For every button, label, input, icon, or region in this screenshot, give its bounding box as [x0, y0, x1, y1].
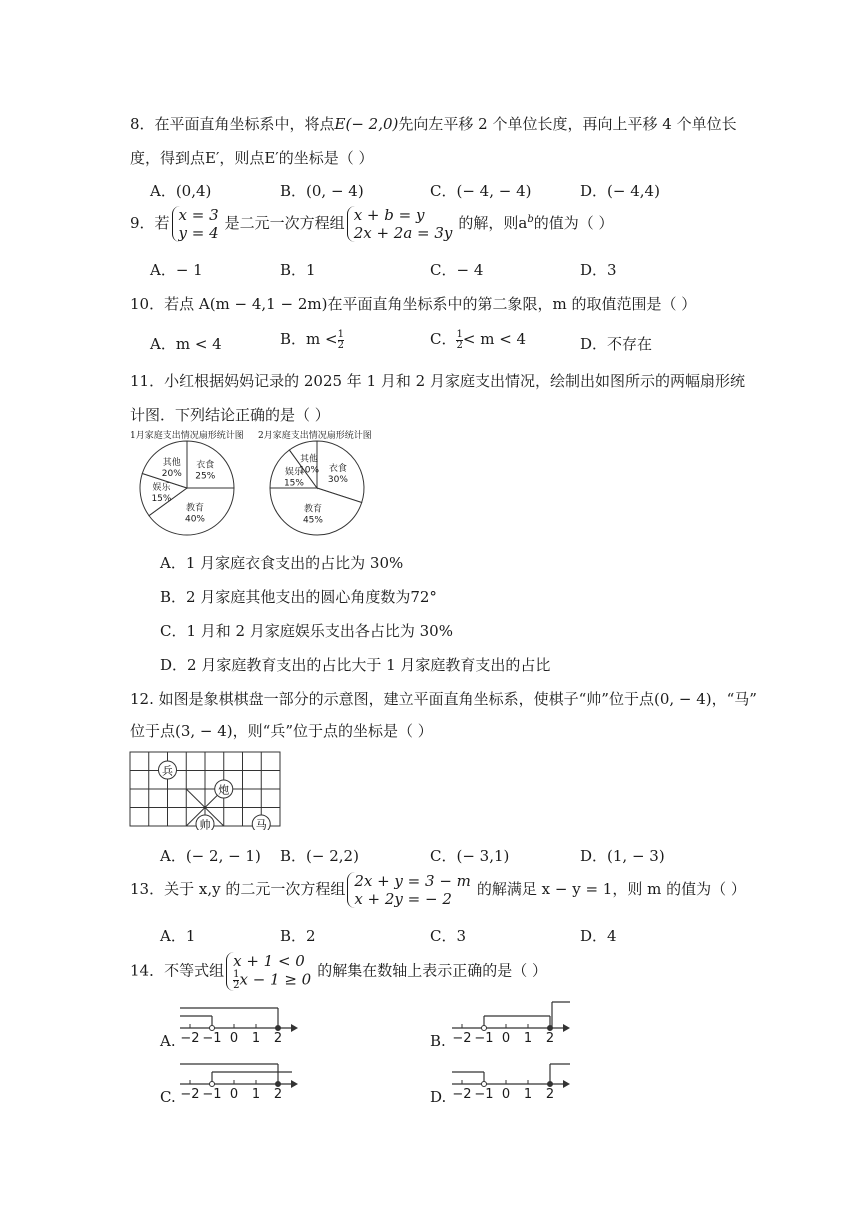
chessboard-diagram	[128, 750, 283, 830]
tick-label: 2	[545, 1031, 555, 1046]
q13-option-a[interactable]: A．1	[160, 927, 196, 945]
tick-label: −1	[474, 1031, 494, 1046]
q10-option-c-text: < m < 4	[462, 330, 527, 348]
q10-c-frac-den: 2	[456, 339, 463, 351]
closed-point	[276, 1082, 281, 1087]
question-10: 10．若点 A(m − 4,1 − 2m)在平面直角坐标系中的第二象限，m 的取值范围是（ ）	[130, 295, 697, 313]
q14-option-b-label[interactable]: B.	[430, 1032, 446, 1050]
tick-label: 1	[251, 1087, 261, 1102]
q14-frac-num: 1	[233, 969, 240, 980]
q13-option-d[interactable]: D．4	[580, 927, 617, 945]
pie-label-1: 教育	[303, 504, 322, 515]
q8-point: E(− 2,0)	[334, 115, 399, 133]
closed-point	[276, 1026, 281, 1031]
question-12-line2: 位于点(3, − 4)，则“兵”位于点的坐标是（ ）	[130, 722, 433, 740]
q10-option-d[interactable]: D．不存在	[580, 335, 653, 353]
pie-pct-2: 15%	[151, 494, 172, 505]
tick-label: 0	[501, 1087, 511, 1102]
q13-sys-line1: 2x + y = 3 − m	[354, 872, 471, 890]
pie-label-3: 其他	[162, 458, 181, 469]
q12-option-b[interactable]: B．(− 2,2)	[280, 847, 359, 865]
q8-option-c[interactable]: C．(− 4, − 4)	[430, 182, 532, 200]
q10-option-c[interactable]	[430, 328, 526, 351]
tick-label: −1	[202, 1031, 222, 1046]
q10-option-b-fraction	[338, 330, 344, 351]
tick-label: −2	[452, 1031, 472, 1046]
q10-c-frac-num: 1	[456, 328, 463, 340]
q14-option-d-label[interactable]: D.	[430, 1088, 447, 1106]
question-8-line1	[130, 113, 737, 134]
open-point	[482, 1026, 487, 1031]
tick-label: 0	[229, 1031, 239, 1046]
q9-option-c[interactable]: C．− 4	[430, 261, 484, 279]
piece-pao-label: 炮	[218, 783, 230, 797]
q8-option-d[interactable]: D．(− 4,4)	[580, 182, 660, 200]
pie1-title: 1月家庭支出情况扇形统计图	[130, 431, 244, 441]
pie-label-0: 衣食	[328, 463, 347, 474]
tick-label: 1	[523, 1031, 533, 1046]
tick-label: −1	[202, 1087, 222, 1102]
pie-chart-february	[265, 440, 375, 540]
tick-label: −2	[180, 1087, 200, 1102]
q11-option-a[interactable]: A．1 月家庭衣食支出的占比为 30%	[160, 554, 404, 572]
q13-sys-line2: x + 2y = − 2	[354, 890, 452, 908]
open-point	[210, 1082, 215, 1087]
q8-text-b: 先向左平移 2 个单位长度，再向上平移 4 个单位长	[398, 115, 737, 133]
pie2-title: 2月家庭支出情况扇形统计图	[258, 431, 372, 441]
q9-option-b[interactable]: B．1	[280, 261, 316, 279]
q8-text-a: 8．在平面直角坐标系中，将点	[130, 115, 335, 133]
piece-ma-label: 马	[255, 818, 267, 830]
closed-point	[548, 1026, 553, 1031]
piece-pao	[215, 780, 233, 798]
pie-pct-3: 20%	[161, 469, 182, 480]
axis-arrow	[291, 1024, 298, 1032]
q9-suffix: 的解，则a	[458, 214, 528, 232]
tick-label: 0	[501, 1031, 511, 1046]
q9-option-d[interactable]: D．3	[580, 261, 617, 279]
question-13	[130, 872, 746, 908]
pie-label-2: 娱乐	[284, 467, 303, 478]
q10-option-b-text: B．m <	[280, 330, 338, 348]
question-12-line1: 12. 如图是象棋棋盘一部分的示意图，建立平面直角坐标系，使棋子“帅”位于点(0, − 4)，“马”	[130, 690, 757, 708]
q9-suffix2: 的值为（ ）	[533, 214, 614, 232]
q9-solution-system	[172, 206, 223, 242]
q13-system	[347, 872, 475, 908]
q12-option-a[interactable]: A．(− 2, − 1)	[160, 847, 261, 865]
q11-option-c[interactable]: C．1 月和 2 月家庭娱乐支出各占比为 30%	[160, 622, 453, 640]
piece-shuai-label: 帅	[199, 818, 211, 830]
open-point	[210, 1026, 215, 1031]
tick-label: 1	[523, 1087, 533, 1102]
q13-prefix: 13．关于 x,y 的二元一次方程组	[130, 880, 346, 898]
pie-pct-0: 25%	[195, 471, 216, 482]
q10-option-b[interactable]	[280, 328, 344, 351]
tick-label: 2	[545, 1087, 555, 1102]
q9-sys2-line1: x + b = y	[353, 206, 425, 224]
pie-chart-january	[135, 440, 245, 540]
q9-exponent: b	[527, 214, 534, 225]
pie-pct-2: 15%	[283, 478, 304, 489]
piece-bing-label: 兵	[162, 764, 173, 778]
pie-pct-3: 10%	[299, 465, 320, 476]
tick-label: −2	[452, 1087, 472, 1102]
q14-suffix: 的解集在数轴上表示正确的是（ ）	[317, 961, 548, 980]
q10-b-frac-num: 1	[337, 328, 344, 340]
question-14	[130, 952, 547, 991]
q11-option-d[interactable]: D．2 月家庭教育支出的占比大于 1 月家庭教育支出的占比	[160, 656, 551, 674]
pie-label-1: 教育	[185, 503, 204, 514]
q11-option-b[interactable]: B．2 月家庭其他支出的圆心角度数为72°	[160, 588, 437, 606]
tick-label: 2	[273, 1087, 283, 1102]
q8-option-b[interactable]: B．(0, − 4)	[280, 182, 364, 200]
piece-ma	[252, 815, 270, 830]
q14-option-c-label[interactable]: C.	[160, 1088, 176, 1106]
question-11-line2: 计图．下列结论正确的是（ ）	[130, 406, 330, 424]
q9-sys2-line2: 2x + 2a = 3y	[353, 224, 453, 242]
q9-sys1-line1: x = 3	[178, 206, 219, 224]
q8-option-a[interactable]: A．(0,4)	[150, 182, 212, 200]
pie-label-0: 衣食	[196, 460, 215, 471]
q12-option-c[interactable]: C．(− 3,1)	[430, 847, 510, 865]
q13-suffix: 的解满足 x − y = 1，则 m 的值为（ ）	[476, 880, 746, 898]
piece-bing	[159, 761, 177, 779]
q10-option-c-label: C．	[430, 330, 457, 348]
piece-shuai	[196, 815, 214, 830]
axis-arrow	[563, 1024, 570, 1032]
q9-equation-system	[347, 206, 457, 242]
q14-sys-line1: x + 1 < 0	[233, 952, 305, 970]
axis-arrow	[291, 1080, 298, 1088]
pie-label-2: 娱乐	[152, 483, 171, 494]
tick-label: 2	[273, 1031, 283, 1046]
q9-option-a[interactable]: A．− 1	[150, 261, 203, 279]
closed-point	[548, 1082, 553, 1087]
q9-prefix: 9．若	[130, 214, 170, 232]
q9-mid: 是二元一次方程组	[224, 214, 345, 232]
q14-prefix: 14．不等式组	[130, 961, 225, 980]
tick-label: −2	[180, 1031, 200, 1046]
q9-sys1-line2: y = 4	[178, 224, 219, 242]
q13-option-c[interactable]: C．3	[430, 927, 467, 945]
q14-number-line-b[interactable]	[450, 1000, 585, 1046]
q13-option-b[interactable]: B．2	[280, 927, 316, 945]
q14-frac-den: 2	[233, 980, 240, 991]
q14-number-line-a[interactable]	[178, 1006, 303, 1046]
tick-label: −1	[474, 1087, 494, 1102]
q14-option-a-label[interactable]: A.	[160, 1032, 176, 1050]
pie-pct-1: 45%	[302, 515, 323, 526]
q14-number-line-c[interactable]	[178, 1060, 303, 1102]
q14-sys-line2: x − 1 ≥ 0	[239, 970, 312, 989]
question-11-line1: 11．小红根据妈妈记录的 2025 年 1 月和 2 月家庭支出情况，绘制出如图所示的两幅扇形统	[130, 372, 745, 390]
pie-label-3: 其他	[300, 454, 319, 465]
pie-pct-0: 30%	[327, 474, 348, 485]
question-8-line2: 度，得到点E′，则点E′的坐标是（ ）	[130, 149, 374, 167]
q12-option-d[interactable]: D．(1, − 3)	[580, 847, 665, 865]
q14-system	[226, 952, 315, 991]
q14-number-line-d[interactable]	[450, 1058, 585, 1102]
pie-pct-1: 40%	[184, 514, 205, 525]
q10-b-frac-den: 2	[337, 339, 344, 351]
tick-label: 1	[251, 1031, 261, 1046]
tick-label: 0	[229, 1087, 239, 1102]
q10-option-a[interactable]: A．m < 4	[150, 335, 222, 353]
axis-arrow	[563, 1080, 570, 1088]
open-point	[482, 1082, 487, 1087]
question-9	[130, 206, 614, 242]
